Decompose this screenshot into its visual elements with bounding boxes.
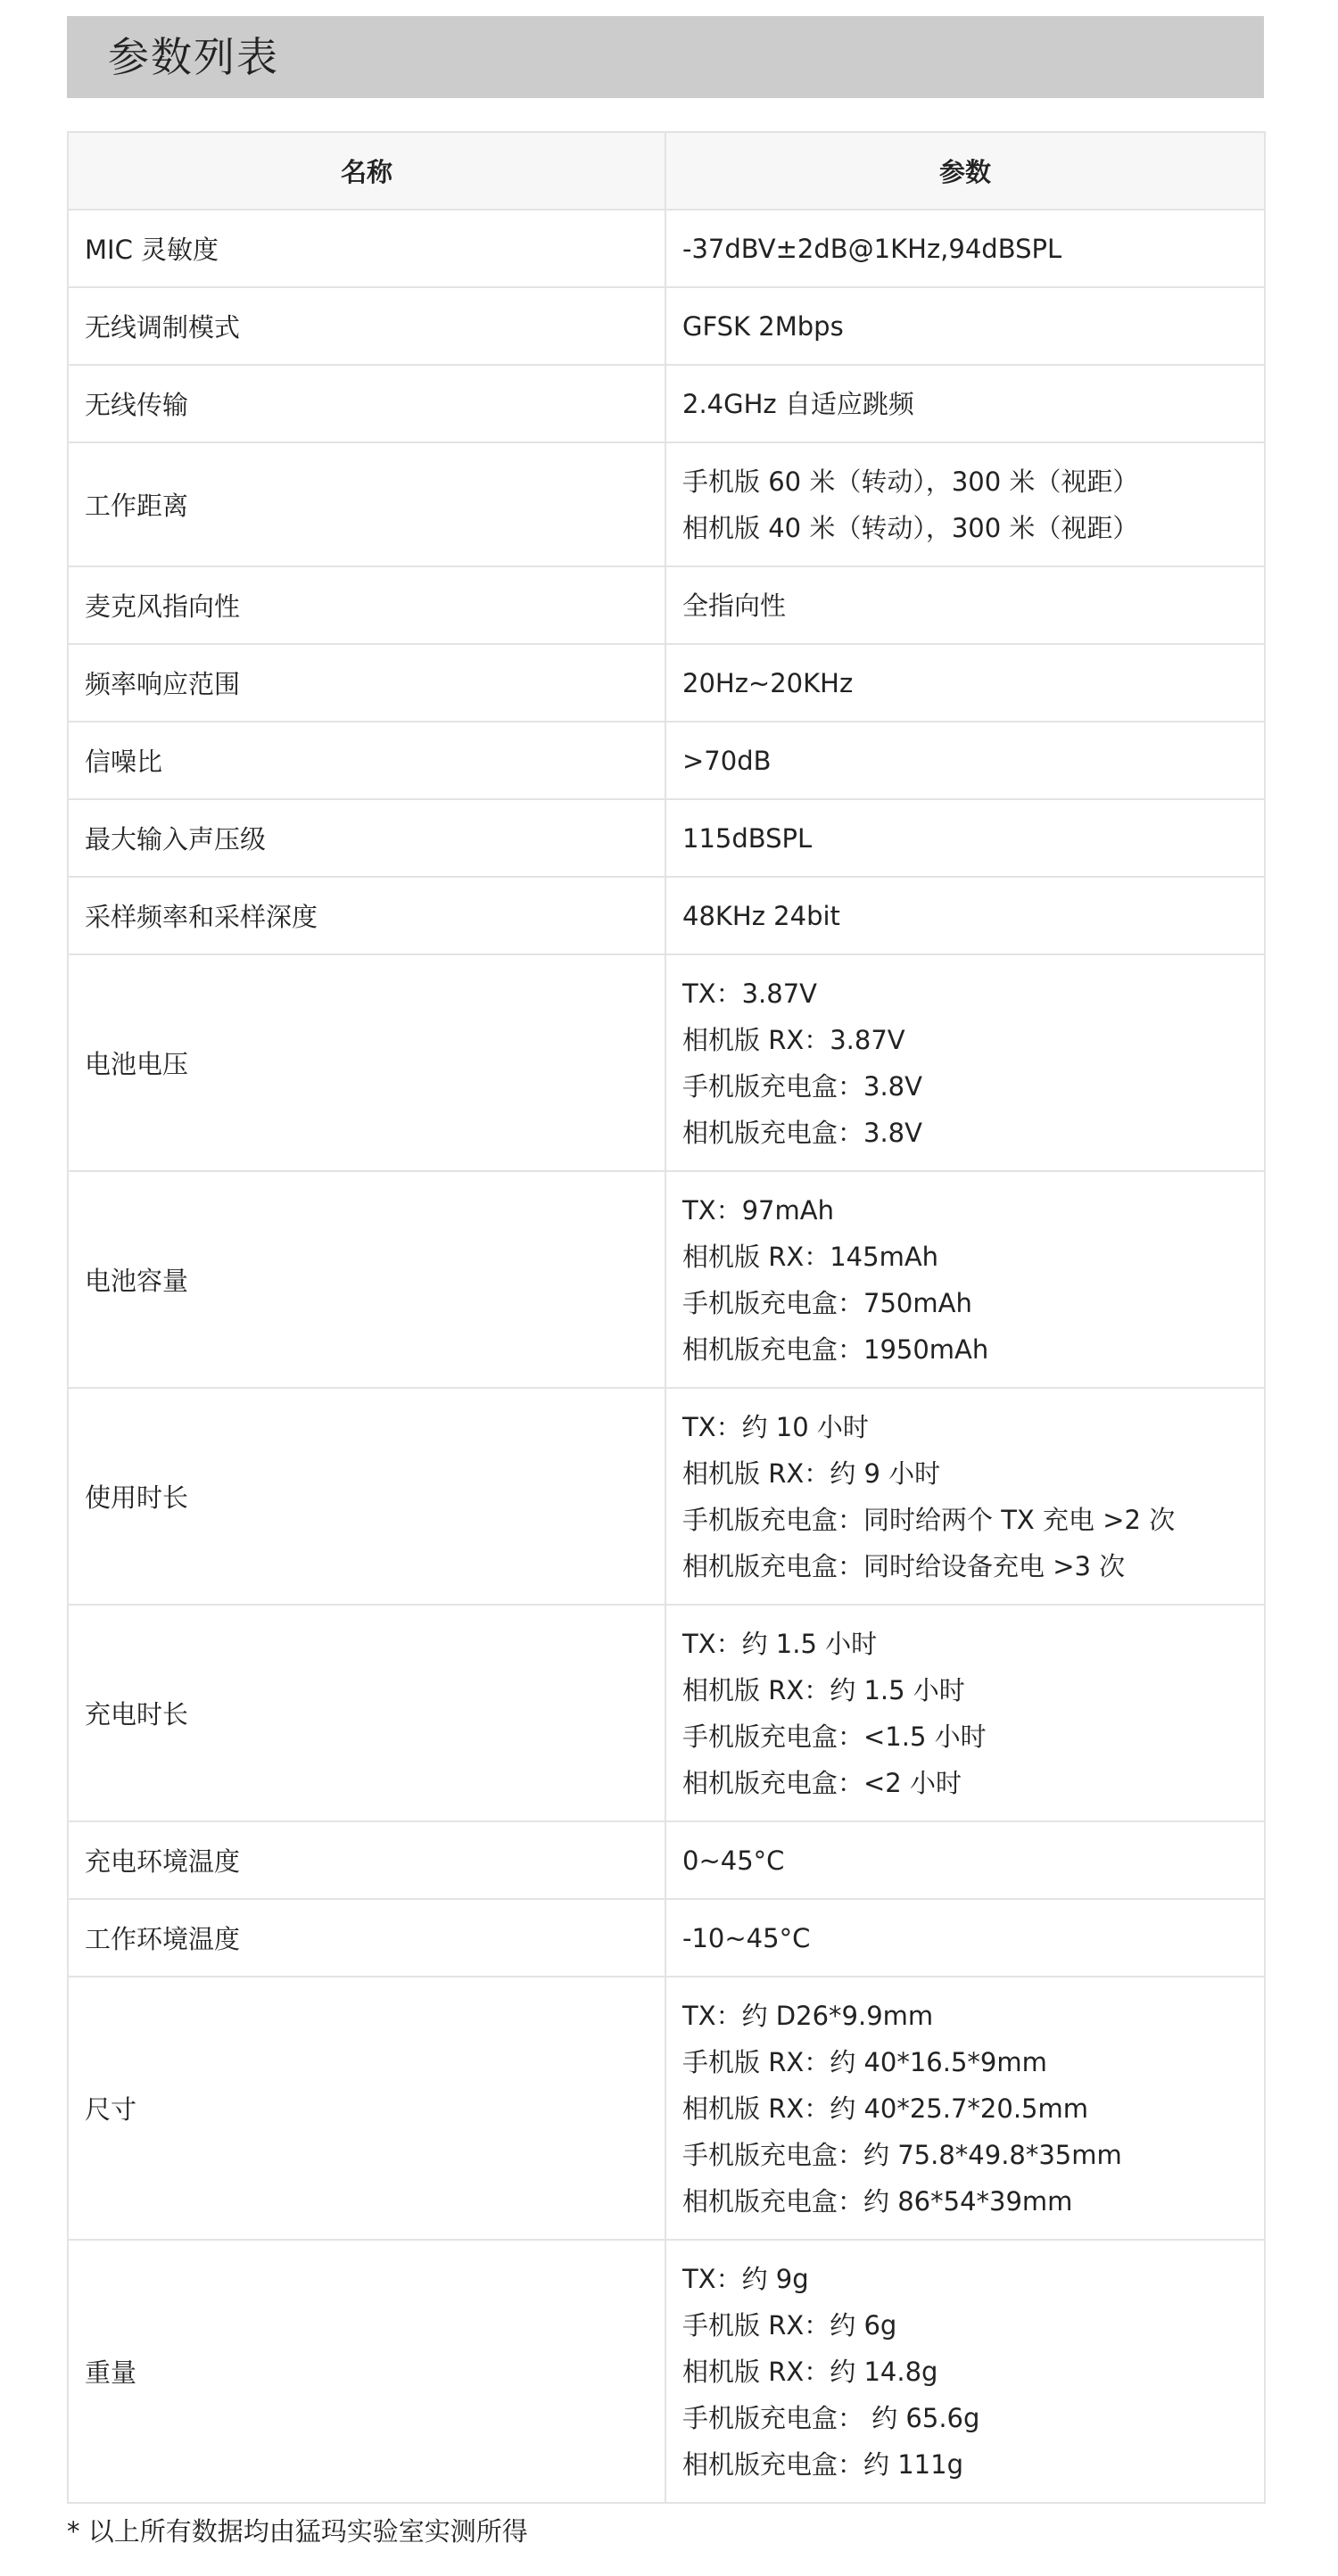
value-line: 相机版充电盒：1950mAh [682, 1333, 989, 1365]
row-name-cell: 最大输入声压级 [68, 799, 665, 877]
value-line: 手机版充电盒：3.8V [682, 1070, 922, 1102]
table-row [68, 1821, 1265, 1899]
row-name-cell: 无线调制模式 [68, 287, 665, 365]
table-row [68, 1977, 1265, 2240]
footnote: * 以上所有数据均由猛玛实验室实测所得 [67, 2516, 528, 2547]
value-line: 相机版充电盒：同时给设备充电 >3 次 [682, 1550, 1126, 1581]
page-title: 参数列表 [108, 33, 279, 81]
table-row [68, 1605, 1265, 1821]
header-param: 参数 [665, 132, 1265, 210]
value-line: 0~45°C [682, 1845, 785, 1876]
value-line: TX：97mAh [682, 1194, 834, 1226]
table-row [68, 644, 1265, 722]
value-line: 手机版 RX：约 40*16.5*9mm [682, 2046, 1047, 2077]
table-row [68, 954, 1265, 1171]
row-value-cell [665, 1899, 1265, 1977]
row-name-cell: 重量 [68, 2240, 665, 2503]
row-name-cell: 充电时长 [68, 1605, 665, 1821]
table-header-row [68, 132, 1265, 210]
row-value-cell [665, 877, 1265, 954]
value-line: 手机版充电盒：约 75.8*49.8*35mm [682, 2139, 1122, 2170]
header-name: 名称 [68, 132, 665, 210]
row-name-cell: 无线传输 [68, 365, 665, 442]
value-line: 48KHz 24bit [682, 900, 840, 931]
table-row [68, 1388, 1265, 1605]
value-line: 相机版充电盒：<2 小时 [682, 1767, 962, 1798]
value-line: 相机版 RX：3.87V [682, 1024, 905, 1055]
row-value-cell [665, 442, 1265, 566]
value-line: 手机版 60 米（转动），300 米（视距） [682, 466, 1139, 497]
row-value-cell [665, 799, 1265, 877]
row-value-cell [665, 954, 1265, 1171]
value-line: TX：约 D26*9.9mm [682, 2000, 934, 2031]
row-value-cell [665, 287, 1265, 365]
spec-table [67, 131, 1266, 2504]
row-value-cell [665, 722, 1265, 799]
table-row [68, 566, 1265, 644]
value-line: 全指向性 [682, 590, 787, 621]
table-row [68, 799, 1265, 877]
row-name-cell: 工作距离 [68, 442, 665, 566]
row-name-cell: 电池电压 [68, 954, 665, 1171]
row-name-cell: 电池容量 [68, 1171, 665, 1388]
table-row [68, 210, 1265, 287]
row-name-cell: 麦克风指向性 [68, 566, 665, 644]
value-line: 相机版 RX：约 1.5 小时 [682, 1674, 965, 1705]
row-name-cell: 信噪比 [68, 722, 665, 799]
value-line: 手机版充电盒： 约 65.6g [682, 2402, 980, 2433]
row-value-cell [665, 2240, 1265, 2503]
row-name-cell: MIC 灵敏度 [68, 210, 665, 287]
row-value-cell [665, 1171, 1265, 1388]
value-line: -10~45°C [682, 1922, 811, 1953]
table-row [68, 722, 1265, 799]
value-line: 115dBSPL [682, 822, 813, 854]
value-line: 相机版充电盒：约 86*54*39mm [682, 2185, 1073, 2217]
value-line: 相机版 40 米（转动），300 米（视距） [682, 512, 1139, 543]
table-row [68, 365, 1265, 442]
value-line: 相机版 RX：145mAh [682, 1241, 939, 1272]
value-line: -37dBV±2dB@1KHz,94dBSPL [682, 233, 1062, 264]
value-line: TX：3.87V [682, 978, 817, 1009]
row-value-cell [665, 1821, 1265, 1899]
value-line: 相机版充电盒：3.8V [682, 1117, 922, 1148]
value-line: 20Hz~20KHz [682, 667, 854, 698]
value-line: 相机版 RX：约 40*25.7*20.5mm [682, 2093, 1088, 2124]
table-row [68, 442, 1265, 566]
row-name-cell: 频率响应范围 [68, 644, 665, 722]
value-line: 相机版 RX：约 14.8g [682, 2356, 938, 2387]
value-line: >70dB [682, 745, 772, 776]
row-name-cell: 充电环境温度 [68, 1821, 665, 1899]
table-row [68, 2240, 1265, 2503]
row-name-cell: 使用时长 [68, 1388, 665, 1605]
table-body [68, 210, 1265, 2503]
row-value-cell [665, 566, 1265, 644]
row-value-cell [665, 1605, 1265, 1821]
value-line: TX：约 10 小时 [682, 1411, 869, 1442]
value-line: 手机版充电盒：750mAh [682, 1287, 972, 1318]
row-value-cell [665, 210, 1265, 287]
value-line: 相机版充电盒：约 111g [682, 2448, 963, 2480]
value-line: 2.4GHz 自适应跳频 [682, 388, 914, 419]
table-row [68, 287, 1265, 365]
row-value-cell [665, 1388, 1265, 1605]
value-line: TX：约 1.5 小时 [682, 1628, 878, 1659]
row-value-cell [665, 644, 1265, 722]
title-bar [67, 16, 1264, 98]
table-row [68, 1899, 1265, 1977]
row-name-cell: 尺寸 [68, 1977, 665, 2240]
value-line: 手机版充电盒：<1.5 小时 [682, 1721, 987, 1752]
row-value-cell [665, 365, 1265, 442]
row-name-cell: 采样频率和采样深度 [68, 877, 665, 954]
value-line: 相机版 RX：约 9 小时 [682, 1457, 941, 1489]
row-name-cell: 工作环境温度 [68, 1899, 665, 1977]
value-line: TX：约 9g [682, 2263, 809, 2294]
value-line: GFSK 2Mbps [682, 310, 844, 342]
table-row [68, 877, 1265, 954]
value-line: 手机版充电盒：同时给两个 TX 充电 >2 次 [682, 1504, 1176, 1535]
value-line: 手机版 RX：约 6g [682, 2309, 897, 2341]
row-value-cell [665, 1977, 1265, 2240]
table-row [68, 1171, 1265, 1388]
